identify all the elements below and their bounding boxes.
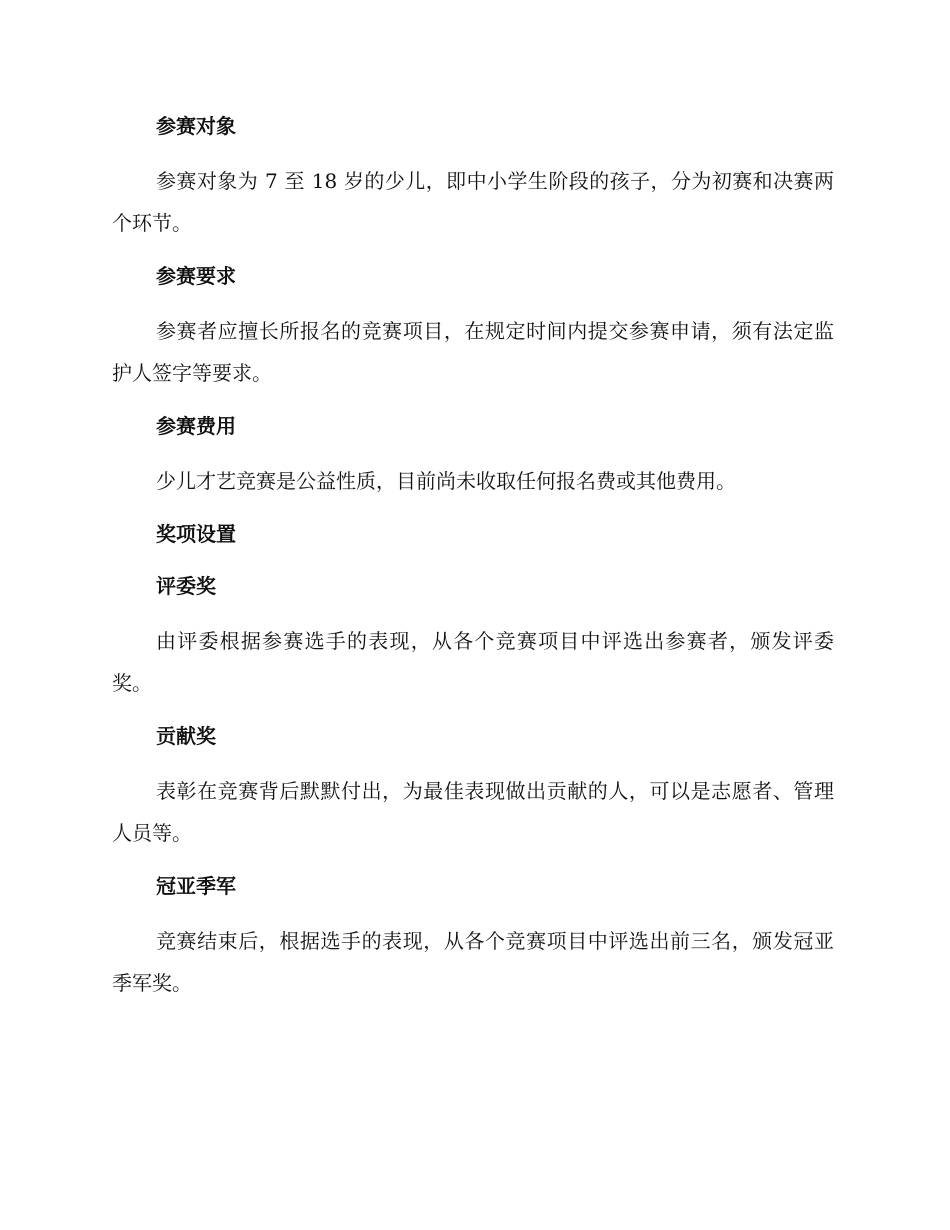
section-heading-participants: 参赛对象 <box>156 114 236 138</box>
paragraph-participants: 参赛对象为 7 至 18 岁的少儿，即中小学生阶段的孩子，分为初赛和决赛两个环节。 <box>112 169 834 235</box>
section-heading-contribution-award: 贡献奖 <box>156 724 216 748</box>
section-heading-awards: 奖项设置 <box>156 522 236 546</box>
paragraph-requirements: 参赛者应擅长所报名的竞赛项目，在规定时间内提交参赛申请，须有法定监护人签字等要求。 <box>112 319 834 385</box>
section-heading-fees: 参赛费用 <box>156 414 236 438</box>
section-heading-requirements: 参赛要求 <box>156 264 236 288</box>
section-heading-judges-award: 评委奖 <box>156 574 216 598</box>
section-heading-top-three: 冠亚季军 <box>156 874 236 898</box>
paragraph-top-three: 竞赛结束后，根据选手的表现，从各个竞赛项目中评选出前三名，颁发冠亚季军奖。 <box>112 929 834 995</box>
document-page <box>112 108 834 1018</box>
paragraph-fees: 少儿才艺竞赛是公益性质，目前尚未收取任何报名费或其他费用。 <box>156 469 736 493</box>
paragraph-contribution-award: 表彰在竞赛背后默默付出，为最佳表现做出贡献的人，可以是志愿者、管理人员等。 <box>112 779 834 845</box>
paragraph-judges-award: 由评委根据参赛选手的表现，从各个竞赛项目中评选出参赛者，颁发评委奖。 <box>112 629 834 695</box>
